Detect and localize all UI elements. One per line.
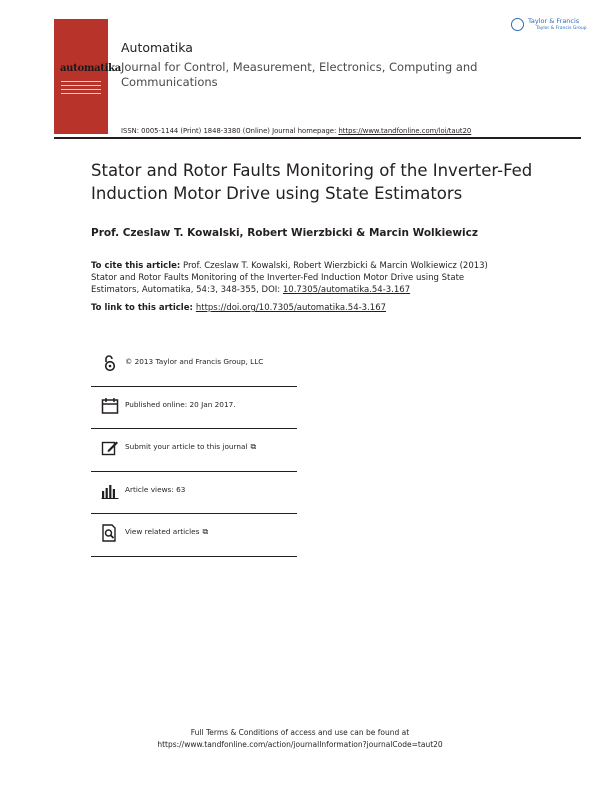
- article-link-line: [91, 303, 386, 313]
- info-related[interactable]: [91, 514, 297, 557]
- publisher-logo-icon: [511, 18, 524, 31]
- related-articles-link[interactable]: View related articles: [125, 527, 200, 536]
- publisher-logo-name: Taylor & Francis: [528, 17, 580, 25]
- article-doi-link[interactable]: https://doi.org/10.7305/automatika.54-3.167: [195, 303, 387, 313]
- journal-homepage-link[interactable]: https://www.tandfonline.com/loi/taut20: [338, 127, 472, 135]
- info-published: [91, 387, 297, 430]
- info-copyright: [91, 344, 297, 387]
- issn-line: [121, 127, 471, 135]
- bar-chart-icon: [101, 482, 119, 500]
- info-submit[interactable]: [91, 429, 297, 472]
- publisher-logo[interactable]: [511, 16, 585, 36]
- footer-terms-link[interactable]: https://www.tandfonline.com/action/journalInformation?journalCode=taut20: [157, 740, 443, 749]
- article-views-text: Article views: 63: [125, 484, 186, 494]
- header-divider: [54, 137, 581, 139]
- cover-title: automatika: [60, 63, 121, 74]
- doi-link[interactable]: 10.7305/automatika.54-3.167: [282, 285, 411, 295]
- published-date-text: Published online: 20 Jan 2017.: [125, 399, 236, 409]
- citation-block: [91, 260, 511, 296]
- article-title: Stator and Rotor Faults Monitoring of the Inverter-Fed Induction Motor Drive using State Estimators: [91, 161, 533, 203]
- submit-article-link[interactable]: Submit your article to this journal: [125, 442, 248, 451]
- edit-icon: [101, 439, 119, 457]
- cover-decoration: [61, 81, 101, 97]
- footer: [0, 727, 600, 751]
- link-label: To link to this article:: [91, 303, 196, 313]
- publisher-logo-group: Taylor & Francis Group: [536, 26, 587, 31]
- copyright-text: © 2013 Taylor and Francis Group, LLC: [125, 357, 264, 366]
- calendar-icon: [101, 397, 119, 415]
- cite-label: To cite this article:: [91, 261, 181, 271]
- info-views: [91, 472, 297, 515]
- issn-text: ISSN: 0005-1144 (Print) 1848-3380 (Online) Journal homepage:: [121, 127, 339, 135]
- search-document-icon: [101, 524, 119, 542]
- footer-terms-text: Full Terms & Conditions of access and use can be found at: [190, 728, 410, 737]
- external-link-icon: ⧉: [250, 442, 257, 451]
- open-access-icon: [101, 354, 119, 372]
- journal-name: Automatika: [121, 40, 193, 55]
- journal-cover-image: [54, 19, 121, 134]
- external-link-icon: ⧉: [202, 527, 209, 536]
- article-info-list: [91, 344, 297, 557]
- article-authors: Prof. Czeslaw T. Kowalski, Robert Wierzbicki & Marcin Wolkiewicz: [91, 227, 478, 239]
- cite-text: Prof. Czeslaw T. Kowalski, Robert Wierzbicki & Marcin Wolkiewicz (2013) Stator and Rotor Faults Monitoring of the Inverter-Fed Induction Motor Drive using State Estimators, Automatika, 54:3, 348-355, DOI:: [91, 261, 488, 295]
- journal-subtitle: Journal for Control, Measurement, Electronics, Computing and Communications: [121, 60, 478, 89]
